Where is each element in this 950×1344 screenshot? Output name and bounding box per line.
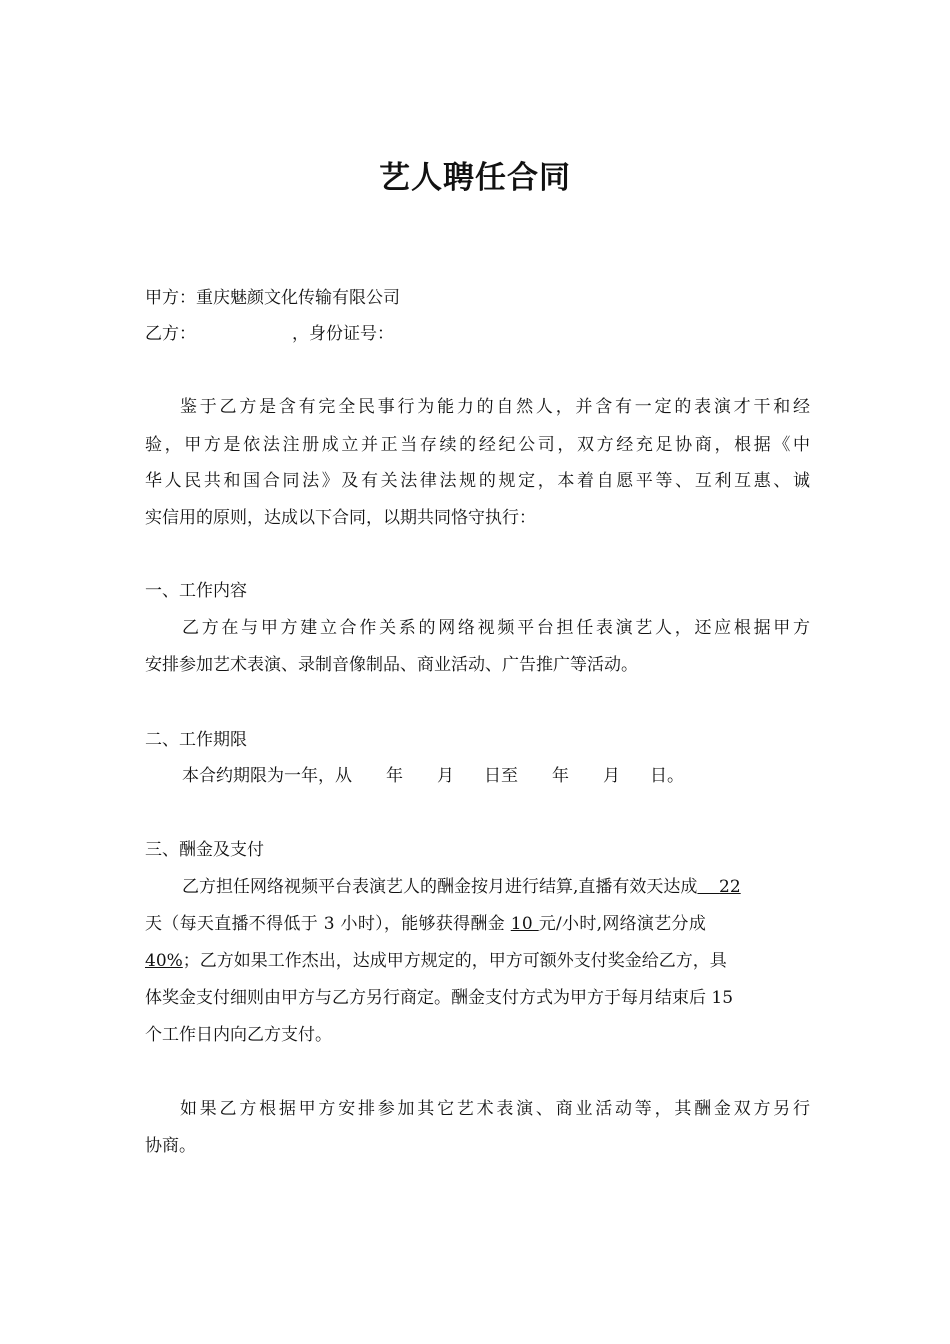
document-title: 艺人聘任合同 — [379, 160, 571, 196]
section-1-line-1: 乙方在与甲方建立合作关系的网络视频平台担任表演艺人，还应根据甲方 — [182, 618, 810, 638]
section-2-heading: 二、工作期限 — [145, 730, 247, 750]
payment-text-2a: 天（每天直播不得低于 3 小时），能够获得酬金 — [145, 914, 506, 934]
party-a-line — [145, 283, 810, 313]
section-3-extra-line-2: 协商。 — [145, 1136, 196, 1156]
preamble-line-2: 验，甲方是依法注册成立并正当存续的经纪公司，双方经充足协商，根据《中 — [145, 435, 810, 455]
section-3-line-4: 体奖金支付细则由甲方与乙方另行商定。酬金支付方式为甲方于每月结束后 15 — [145, 988, 734, 1008]
section-3-line-2 — [145, 909, 810, 939]
revenue-share-value: 40% — [145, 951, 183, 971]
term-end-year: 年 — [552, 766, 569, 786]
preamble-line-3: 华人民共和国合同法》及有关法律法规的规定，本着自愿平等、互利互惠、诚 — [145, 471, 810, 491]
term-start-month: 月 — [437, 766, 454, 786]
section-2-term-line — [182, 761, 810, 791]
party-b-label: 乙方： — [145, 324, 196, 344]
preamble-line-1: 鉴于乙方是含有完全民事行为能力的自然人，并含有一定的表演才干和经 — [180, 397, 810, 417]
party-b-line — [145, 319, 810, 349]
party-b-id-label: ，身份证号： — [292, 324, 394, 344]
payment-text-1: 乙方担任网络视频平台表演艺人的酬金按月进行结算,直播有效天达成 — [182, 877, 698, 897]
term-end-day: 日。 — [650, 766, 684, 786]
section-1-line-2: 安排参加艺术表演、录制音像制品、商业活动、广告推广等活动。 — [145, 655, 638, 675]
payment-text-3: ；乙方如果工作杰出，达成甲方规定的，甲方可额外支付奖金给乙方，具 — [182, 951, 727, 971]
section-1-heading: 一、工作内容 — [145, 581, 247, 601]
section-3-line-5: 个工作日内向乙方支付。 — [145, 1025, 332, 1045]
term-prefix: 本合约期限为一年，从 — [182, 766, 352, 786]
term-start-day: 日至 — [484, 766, 518, 786]
section-3-line-3 — [145, 946, 810, 976]
section-3-extra-line-1: 如果乙方根据甲方安排参加其它艺术表演、商业活动等，其酬金双方另行 — [180, 1099, 810, 1119]
party-a-name: 重庆魅颜文化传输有限公司 — [196, 288, 400, 308]
party-a-label: 甲方： — [145, 288, 196, 308]
term-end-month: 月 — [603, 766, 620, 786]
term-start-year: 年 — [386, 766, 403, 786]
hourly-rate-value: 10 — [510, 914, 533, 934]
payment-text-2b: 元/小时,网络演艺分成 — [538, 914, 707, 934]
section-3-line-1 — [182, 872, 810, 902]
effective-days-value: 22 — [719, 877, 741, 897]
preamble-line-4: 实信用的原则，达成以下合同，以期共同恪守执行： — [145, 508, 536, 528]
section-3-heading: 三、酬金及支付 — [145, 840, 264, 860]
